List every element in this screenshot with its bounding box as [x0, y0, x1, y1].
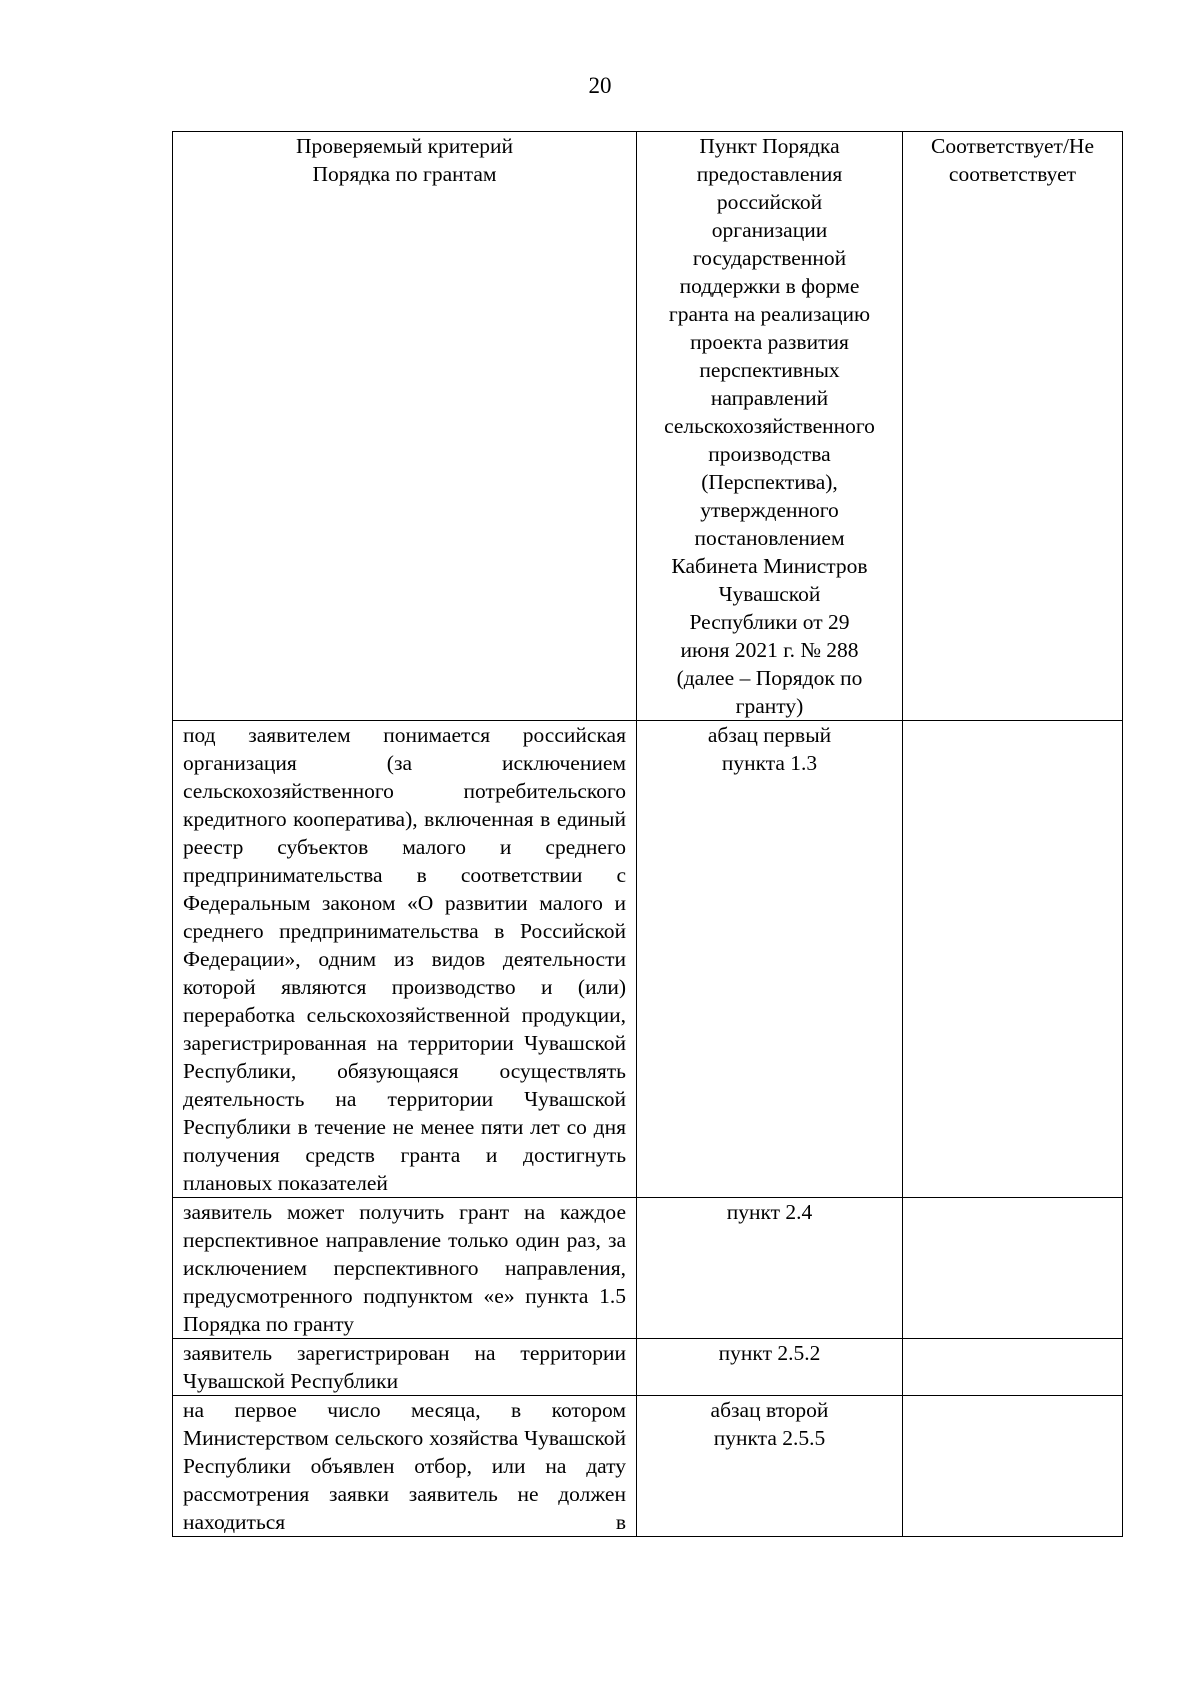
header-clause-line: направлений	[710, 386, 829, 410]
header-clause-line: (Перспектива),	[701, 470, 838, 494]
header-clause-line: гранту)	[735, 694, 804, 718]
header-clause-line: поддержки в форме	[679, 274, 860, 298]
header-clause-line: Чувашской	[718, 582, 821, 606]
header-compliance-line: Соответствует/Не	[931, 134, 1094, 158]
header-compliance	[903, 132, 1123, 721]
header-clause-line: российской	[716, 190, 823, 214]
compliance-cell	[903, 721, 1123, 1198]
clause-cell	[637, 1198, 903, 1339]
clause-line: пункт 2.4	[726, 1200, 813, 1224]
criterion-cell: заявитель может получить грант на каждое перспективное направление только один раз, за исключением перспективного направления, предусмотренного подпунктом «е» пункта 1.5 Порядка по гранту	[173, 1198, 637, 1339]
criterion-cell: на первое число месяца, в котором Министерством сельского хозяйства Чувашской Республики объявлен отбор, или на дату рассмотрения заявки заявитель не должен находиться в	[173, 1396, 637, 1537]
header-clause-line: организации	[711, 218, 828, 242]
clause-cell	[637, 721, 903, 1198]
page-number: 20	[588, 73, 612, 98]
header-clause-line: производства	[708, 442, 831, 466]
header-clause-line: июня 2021 г. № 288	[680, 638, 859, 662]
header-clause-line: государственной	[692, 246, 847, 270]
header-criterion-line: Проверяемый критерий	[295, 134, 514, 158]
clause-cell	[637, 1339, 903, 1396]
header-clause-line: Пункт Порядка	[699, 134, 840, 158]
header-clause-line: перспективных	[699, 358, 840, 382]
header-clause	[637, 132, 903, 721]
clause-line: пункт 2.5.2	[718, 1341, 821, 1365]
clause-line: пункта 2.5.5	[713, 1426, 826, 1450]
table-header-row	[173, 132, 1123, 721]
header-clause-line: гранта на реализацию	[668, 302, 871, 326]
compliance-cell	[903, 1198, 1123, 1339]
header-clause-line: проекта развития	[690, 330, 849, 354]
header-criterion	[173, 132, 637, 721]
header-criterion-line: Порядка по грантам	[312, 162, 497, 186]
table-row	[173, 721, 1123, 1198]
header-clause-line: сельскохозяйственного	[664, 414, 875, 438]
table-row	[173, 1339, 1123, 1396]
header-clause-line: утвержденного	[700, 498, 839, 522]
compliance-cell	[903, 1339, 1123, 1396]
clause-line: абзац первый	[707, 723, 832, 747]
clause-line: пункта 1.3	[721, 751, 818, 775]
header-compliance-line: соответствует	[948, 162, 1077, 186]
header-clause-line: Республики от 29	[689, 610, 850, 634]
table-row	[173, 1198, 1123, 1339]
header-clause-line: предоставления	[696, 162, 843, 186]
criteria-table	[172, 131, 1123, 1537]
compliance-cell	[903, 1396, 1123, 1537]
header-clause-line: постановлением	[694, 526, 845, 550]
clause-line: абзац второй	[710, 1398, 829, 1422]
header-clause-line: Кабинета Министров	[671, 554, 868, 578]
criterion-cell: заявитель зарегистрирован на территории Чувашской Республики	[173, 1339, 637, 1396]
clause-cell	[637, 1396, 903, 1537]
criterion-cell: под заявителем понимается российская организация (за исключением сельскохозяйственного потребительского кредитного кооператива), включенная в единый реестр субъектов малого и среднего предпринимательства в соответствии с Федеральным законом «О развитии малого и среднего предпринимательства в Российской Федерации», одним из видов деятельности которой являются производство и (или) переработка сельскохозяйственной продукции, зарегистрированная на территории Чувашской Республики, обязующаяся осуществлять деятельность на территории Чувашской Республики в течение не менее пяти лет со дня получения средств гранта и достигнуть плановых показателей	[173, 721, 637, 1198]
header-clause-line: (далее – Порядок по	[676, 666, 863, 690]
table-row	[173, 1396, 1123, 1537]
